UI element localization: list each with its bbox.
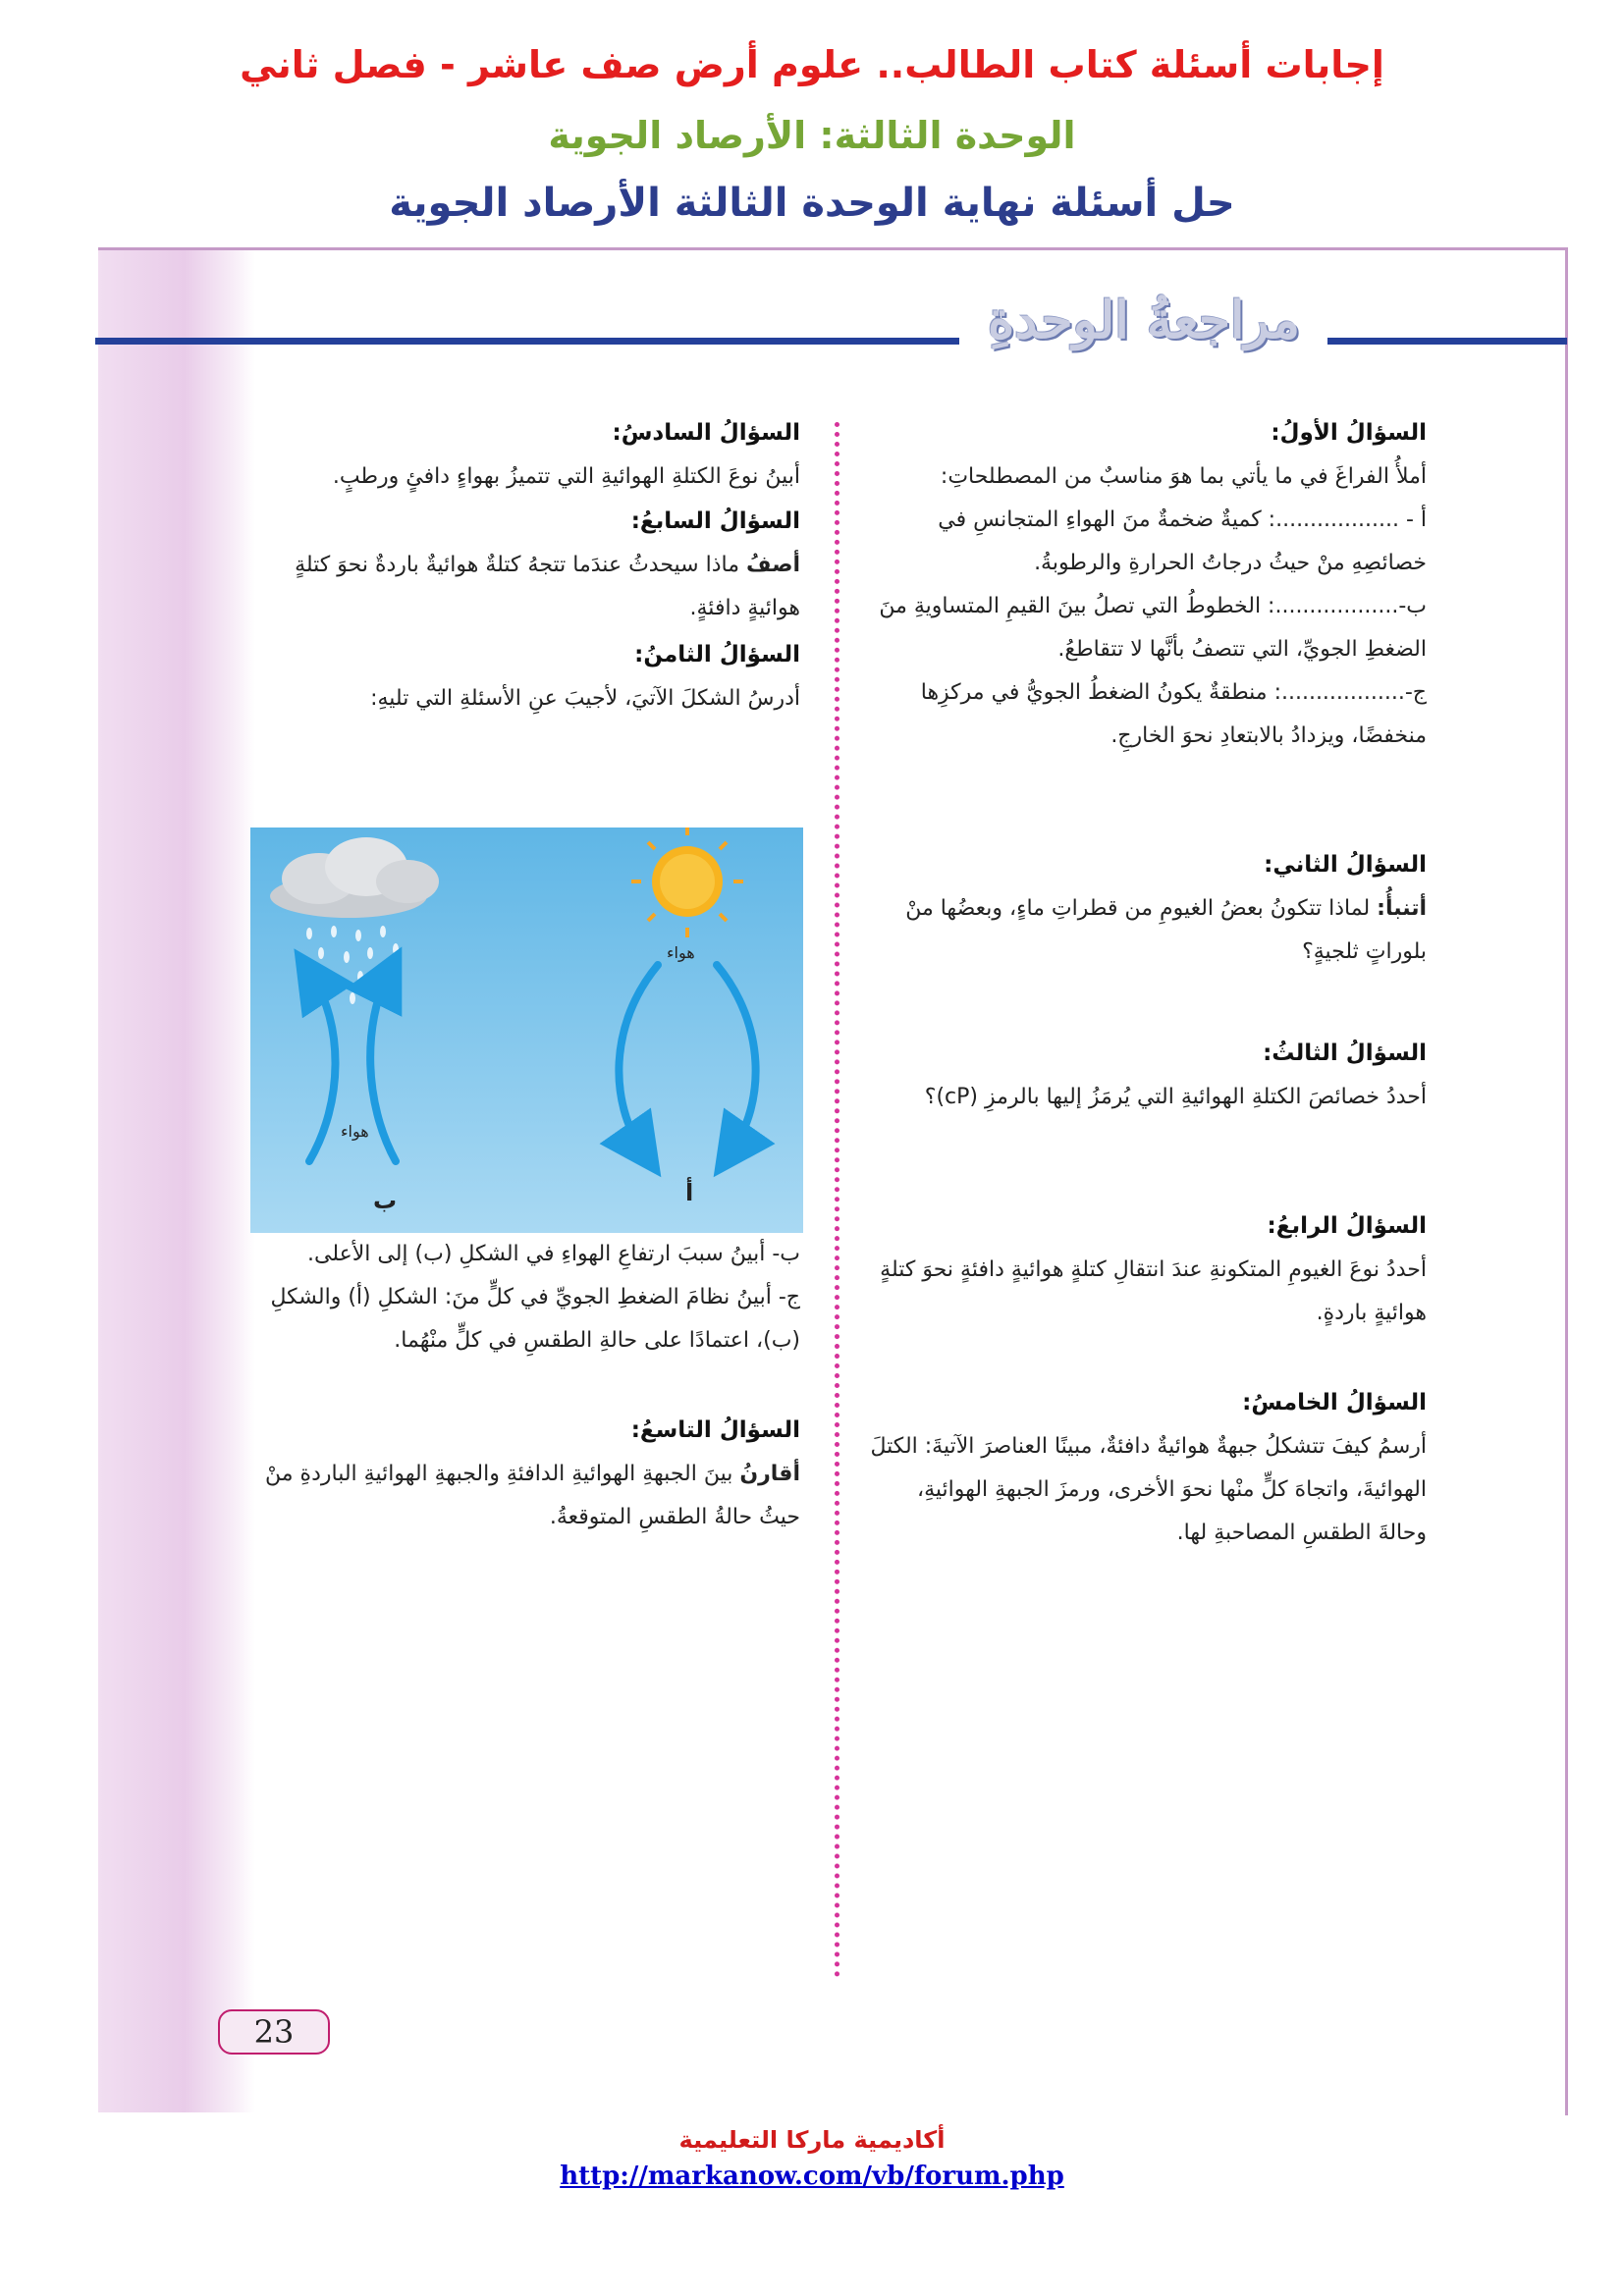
question-7-text (250, 544, 800, 630)
question-1-intro: أملأُ الفراغَ في ما يأتي بما هوَ مناسبٌ من المصطلحاتِ: (940, 464, 1427, 489)
air-movement-figure (250, 828, 803, 1233)
question-6-title: السؤالُ السادسُ: (612, 420, 800, 446)
question-8-item-c: ج- أبينُ نظامَ الضغطِ الجويِّ في كلٍّ منَ: الشكلِ (أ) والشكلِ (ب)، اعتمادًا على حالةِ الطقسِ في كلٍّ منْهُما. (270, 1285, 800, 1353)
sun-icon (631, 828, 743, 937)
footer-academy-name: أكاديمية ماركا التعليمية (678, 2126, 946, 2154)
question-3-text: أحددُ خصائصَ الكتلةِ الهوائيةِ التي يُرمَزُ إليها بالرمزِ (cP)؟ (924, 1085, 1427, 1109)
question-8-item-b: ب- أبينُ سببَ ارتفاعِ الهواءِ في الشكلِ (ب) إلى الأعلى. (306, 1242, 800, 1266)
unit-title: الوحدة الثالثة: الأرصاد الجوية (548, 114, 1076, 157)
question-1-item-b: ب-..................: الخطوطُ التي تصلُ بينَ القيمِ المتساويةِ منَ الضغطِ الجويِّ، التي تتصفُ بأنَّها لا تتقاطعُ. (879, 594, 1427, 662)
question-9-text (250, 1453, 800, 1539)
air-label-a: هواء (667, 943, 695, 962)
question-2-body: لماذا تتكونُ بعضُ الغيومِ من قطراتِ ماءٍ، وبعضُها منْ بلوراتٍ ثلجيةٍ؟ (905, 896, 1427, 964)
question-1-title: السؤالُ الأولُ: (1271, 420, 1427, 446)
question-3-title: السؤالُ الثالثُ: (1263, 1041, 1427, 1066)
question-1-item-a: أ - ..................: كميةٌ ضخمةٌ منَ الهواءِ المتجانسِ في خصائصِهِ منْ حيثُ درجاتُ الحرارةِ والرطوبةُ. (938, 507, 1427, 575)
page-side-decoration (98, 250, 255, 2112)
question-4-title: السؤالُ الرابعُ: (1267, 1213, 1427, 1239)
title-rule-right (1327, 338, 1567, 345)
question-5-text: أرسمُ كيفَ تتشكلُ جبهةٌ هوائيةٌ دافئةٌ، مبينًا العناصرَ الآتيةَ: الكتلَ الهوائيةَ، واتجاهَ كلٍّ منْها نحوَ الأخرى، ورمزَ الجبهةِ الهوائيةِ، وحالةَ الطقسِ المصاحبةِ لها. (870, 1434, 1427, 1545)
figure-label-a: أ (685, 1179, 694, 1206)
header-title: إجابات أسئلة كتاب الطالب.. علوم أرض صف عاشر - فصل ثاني (240, 43, 1384, 86)
question-6-text: أبينُ نوعَ الكتلةِ الهوائيةِ التي تتميزُ بهواءٍ دافئٍ ورطبٍ. (332, 464, 800, 489)
title-rule-left (95, 338, 959, 345)
page-number: 23 (218, 2009, 330, 2055)
sinking-air-arrows (619, 965, 755, 1151)
question-7-verb: أصفُ (746, 553, 800, 577)
question-2-verb: أتنبأُ: (1377, 896, 1427, 921)
footer-link[interactable]: http://markanow.com/vb/forum.php (560, 2162, 1064, 2191)
question-5-title: السؤالُ الخامسُ: (1242, 1390, 1427, 1415)
column-divider (835, 422, 839, 1978)
question-2-title: السؤالُ الثاني: (1264, 852, 1427, 878)
question-9-title: السؤالُ التاسعُ: (630, 1417, 800, 1443)
figure-label-b: ب (373, 1187, 398, 1214)
question-9-verb: أقارنُ (739, 1462, 800, 1486)
cloud-icon (270, 837, 439, 918)
question-7-body: ماذا سيحدثُ عندَما تتجهُ كتلةٌ هوائيةٌ باردةٌ نحوَ كتلةٍ هوائيةٍ دافئةٍ. (295, 553, 800, 620)
question-4-text: أحددُ نوعَ الغيومِ المتكونةِ عندَ انتقالِ كتلةٍ هوائيةٍ دافئةٍ نحوَ كتلةٍ هوائيةٍ باردةٍ. (880, 1257, 1427, 1325)
question-1-item-c: ج-..................: منطقةٌ يكونُ الضغطُ الجويُّ في مركزِها منخفضًا، ويزدادُ بالابتعادِ نحوَ الخارجِ. (920, 680, 1427, 748)
question-8-intro: أدرسُ الشكلَ الآتيَ، لأجيبَ عنِ الأسئلةِ التي تليهِ: (370, 686, 800, 711)
air-label-b: هواء (341, 1122, 369, 1141)
unit-review-title: مراجعةُ الوحدةِ (987, 291, 1301, 350)
section-heading: حل أسئلة نهاية الوحدة الثالثة الأرصاد الجوية (389, 181, 1235, 226)
question-9-body: بينَ الجبهةِ الهوائيةِ الدافئةِ والجبهةِ الهوائيةِ الباردةِ منْ حيثُ حالةُ الطقسِ المتوقعةُ. (265, 1462, 800, 1529)
question-8-title: السؤالُ الثامنُ: (634, 642, 800, 667)
question-7-title: السؤالُ السابعُ: (630, 508, 800, 534)
question-2-text (869, 887, 1427, 974)
right-column (869, 420, 1427, 1555)
figure-drawing (250, 828, 803, 1233)
